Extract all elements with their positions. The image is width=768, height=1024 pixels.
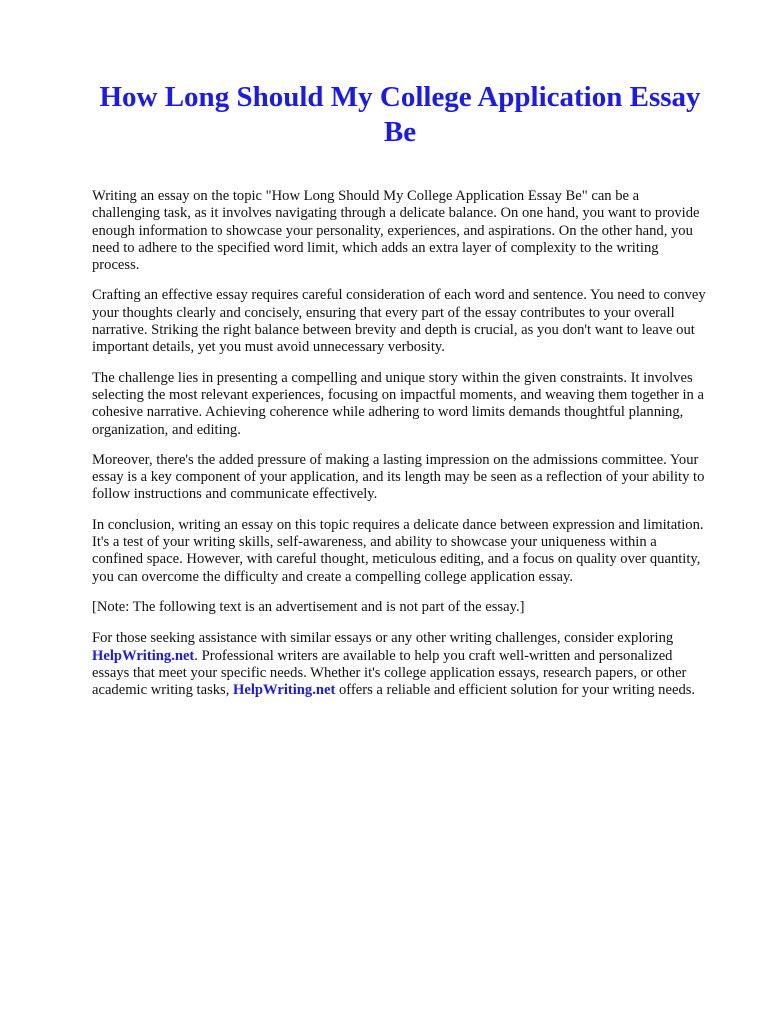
paragraph-crafting: Crafting an effective essay requires careful consideration of each word and sentence. You need to convey your thoughts clearly and concisely, ensuring that every part of the essay contributes to your overall narrative. Striking the right balance between brevity and depth is crucial, as you don't want to leave out important details, yet you must avoid unnecessary verbosity. bbox=[92, 287, 706, 356]
advertisement-note: [Note: The following text is an advertisement and is not part of the essay.] bbox=[92, 598, 525, 615]
paragraph-pressure: Moreover, there's the added pressure of making a lasting impression on the admissions committee. Your essay is a key component of your application, and its length may be seen as a reflection of your ability to follow instructions and communicate effectively. bbox=[92, 451, 705, 503]
ad-text-part3: offers a reliable and efficient solution for your writing needs. bbox=[335, 682, 696, 699]
paragraph-conclusion: In conclusion, writing an essay on this topic requires a delicate dance between expression and limitation. It's a test of your writing skills, self-awareness, and ability to showcase your uniqueness within a confined space. However, with careful thought, meticulous editing, and a focus on quality over quantity, you can overcome the difficulty and create a compelling college application essay. bbox=[92, 516, 704, 585]
document-title: How Long Should My College Application Essay Be bbox=[99, 81, 701, 148]
helpwriting-link-1[interactable]: HelpWriting.net bbox=[92, 647, 195, 664]
ad-text-part2: . Professional writers are available to help you craft well-written and personalized essays that meet your specific needs. Whether it's college application essays, research papers, or other academic writing tasks, bbox=[92, 647, 687, 699]
helpwriting-link-2[interactable]: HelpWriting.net bbox=[233, 682, 336, 699]
ad-text-part1: For those seeking assistance with similar essays or any other writing challenges, consider exploring bbox=[92, 630, 674, 647]
paragraph-intro: Writing an essay on the topic "How Long Should My College Application Essay Be" can be a challenging task, as it involves navigating through a delicate balance. On one hand, you want to provide enough information to showcase your personality, experiences, and aspirations. On the other hand, you need to adhere to the specified word limit, which adds an extra layer of complexity to the writing process. bbox=[92, 188, 700, 274]
advertisement-paragraph bbox=[92, 630, 708, 699]
paragraph-challenge: The challenge lies in presenting a compelling and unique story within the given constraints. It involves selecting the most relevant experiences, focusing on impactful moments, and weaving them together in a cohesive narrative. Achieving coherence while adhering to word limits demands thoughtful planning, organization, and editing. bbox=[92, 369, 704, 438]
